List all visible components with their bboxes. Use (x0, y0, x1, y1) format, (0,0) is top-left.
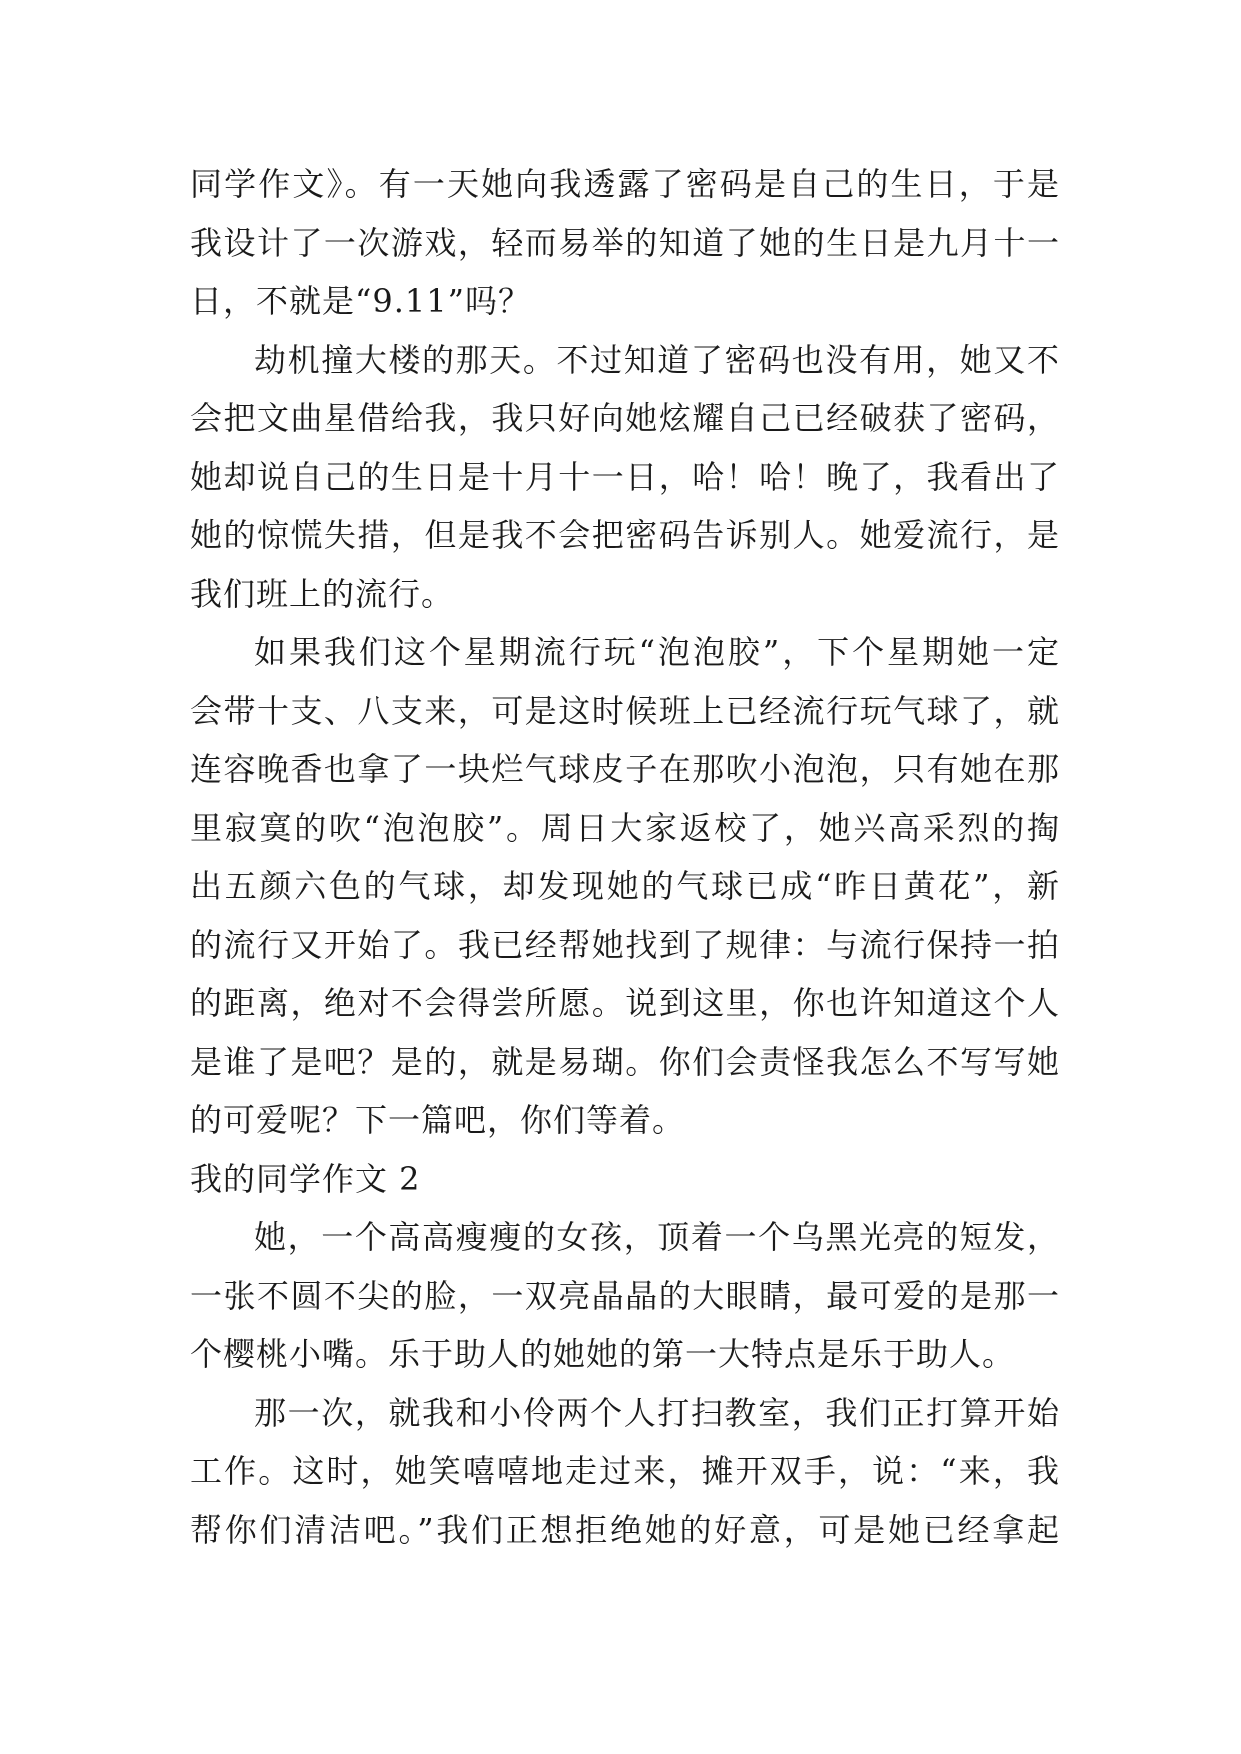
text-line: 那一次，就我和小伶两个人打扫教室，我们正打算开始 (254, 1393, 1060, 1432)
document-body (190, 155, 1060, 1559)
text-line: 的距离，绝对不会得尝所愿。说到这里，你也许知道这个人 (190, 984, 1060, 1022)
text-line: 会带十支、八支来，可是这时候班上已经流行玩气球了，就 (190, 691, 1060, 730)
text-line: 日，不就是“9.11”吗？ (190, 282, 531, 320)
text-line: 出五颜六色的气球，却发现她的气球已成“昨日黄花”，新 (190, 867, 1060, 905)
text-line: 的流行又开始了。我已经帮她找到了规律：与流行保持一拍 (190, 925, 1060, 964)
text-line: 她却说自己的生日是十月十一日，哈！哈！晚了，我看出了 (190, 457, 1060, 496)
text-line: 连容晚香也拿了一块烂气球皮子在那吹小泡泡，只有她在那 (190, 750, 1060, 788)
text-line: 一张不圆不尖的脸，一双亮晶晶的大眼睛，最可爱的是那一 (190, 1276, 1060, 1315)
text-line: 她，一个高高瘦瘦的女孩，顶着一个乌黑光亮的短发， (254, 1218, 1060, 1256)
text-line: 我们班上的流行。 (190, 574, 455, 613)
text-line: 工作。这时，她笑嘻嘻地走过来，摊开双手，说：“来，我 (190, 1452, 1060, 1490)
text-line: 如果我们这个星期流行玩“泡泡胶”，下个星期她一定 (254, 633, 1060, 671)
text-line: 我设计了一次游戏，轻而易举的知道了她的生日是九月十一 (190, 223, 1060, 262)
text-line: 个樱桃小嘴。乐于助人的她她的第一大特点是乐于助人。 (190, 1335, 1016, 1373)
text-line: 同学作文》。有一天她向我透露了密码是自己的生日，于是 (190, 165, 1060, 203)
text-line: 我的同学作文 2 (190, 1159, 421, 1198)
text-line: 她的惊慌失措，但是我不会把密码告诉别人。她爱流行，是 (190, 516, 1060, 554)
text-line: 里寂寞的吹“泡泡胶”。周日大家返校了，她兴高采烈的掏 (190, 808, 1060, 847)
text-line: 是谁了是吧？是的，就是易瑚。你们会责怪我怎么不写写她 (190, 1042, 1060, 1081)
text-line: 会把文曲星借给我，我只好向她炫耀自己已经破获了密码， (190, 399, 1060, 437)
text-line: 的可爱呢？下一篇吧，你们等着。 (190, 1101, 686, 1139)
text-line: 劫机撞大楼的那天。不过知道了密码也没有用，她又不 (254, 340, 1060, 379)
text-line: 帮你们清洁吧。”我们正想拒绝她的好意，可是她已经拿起 (190, 1510, 1060, 1549)
